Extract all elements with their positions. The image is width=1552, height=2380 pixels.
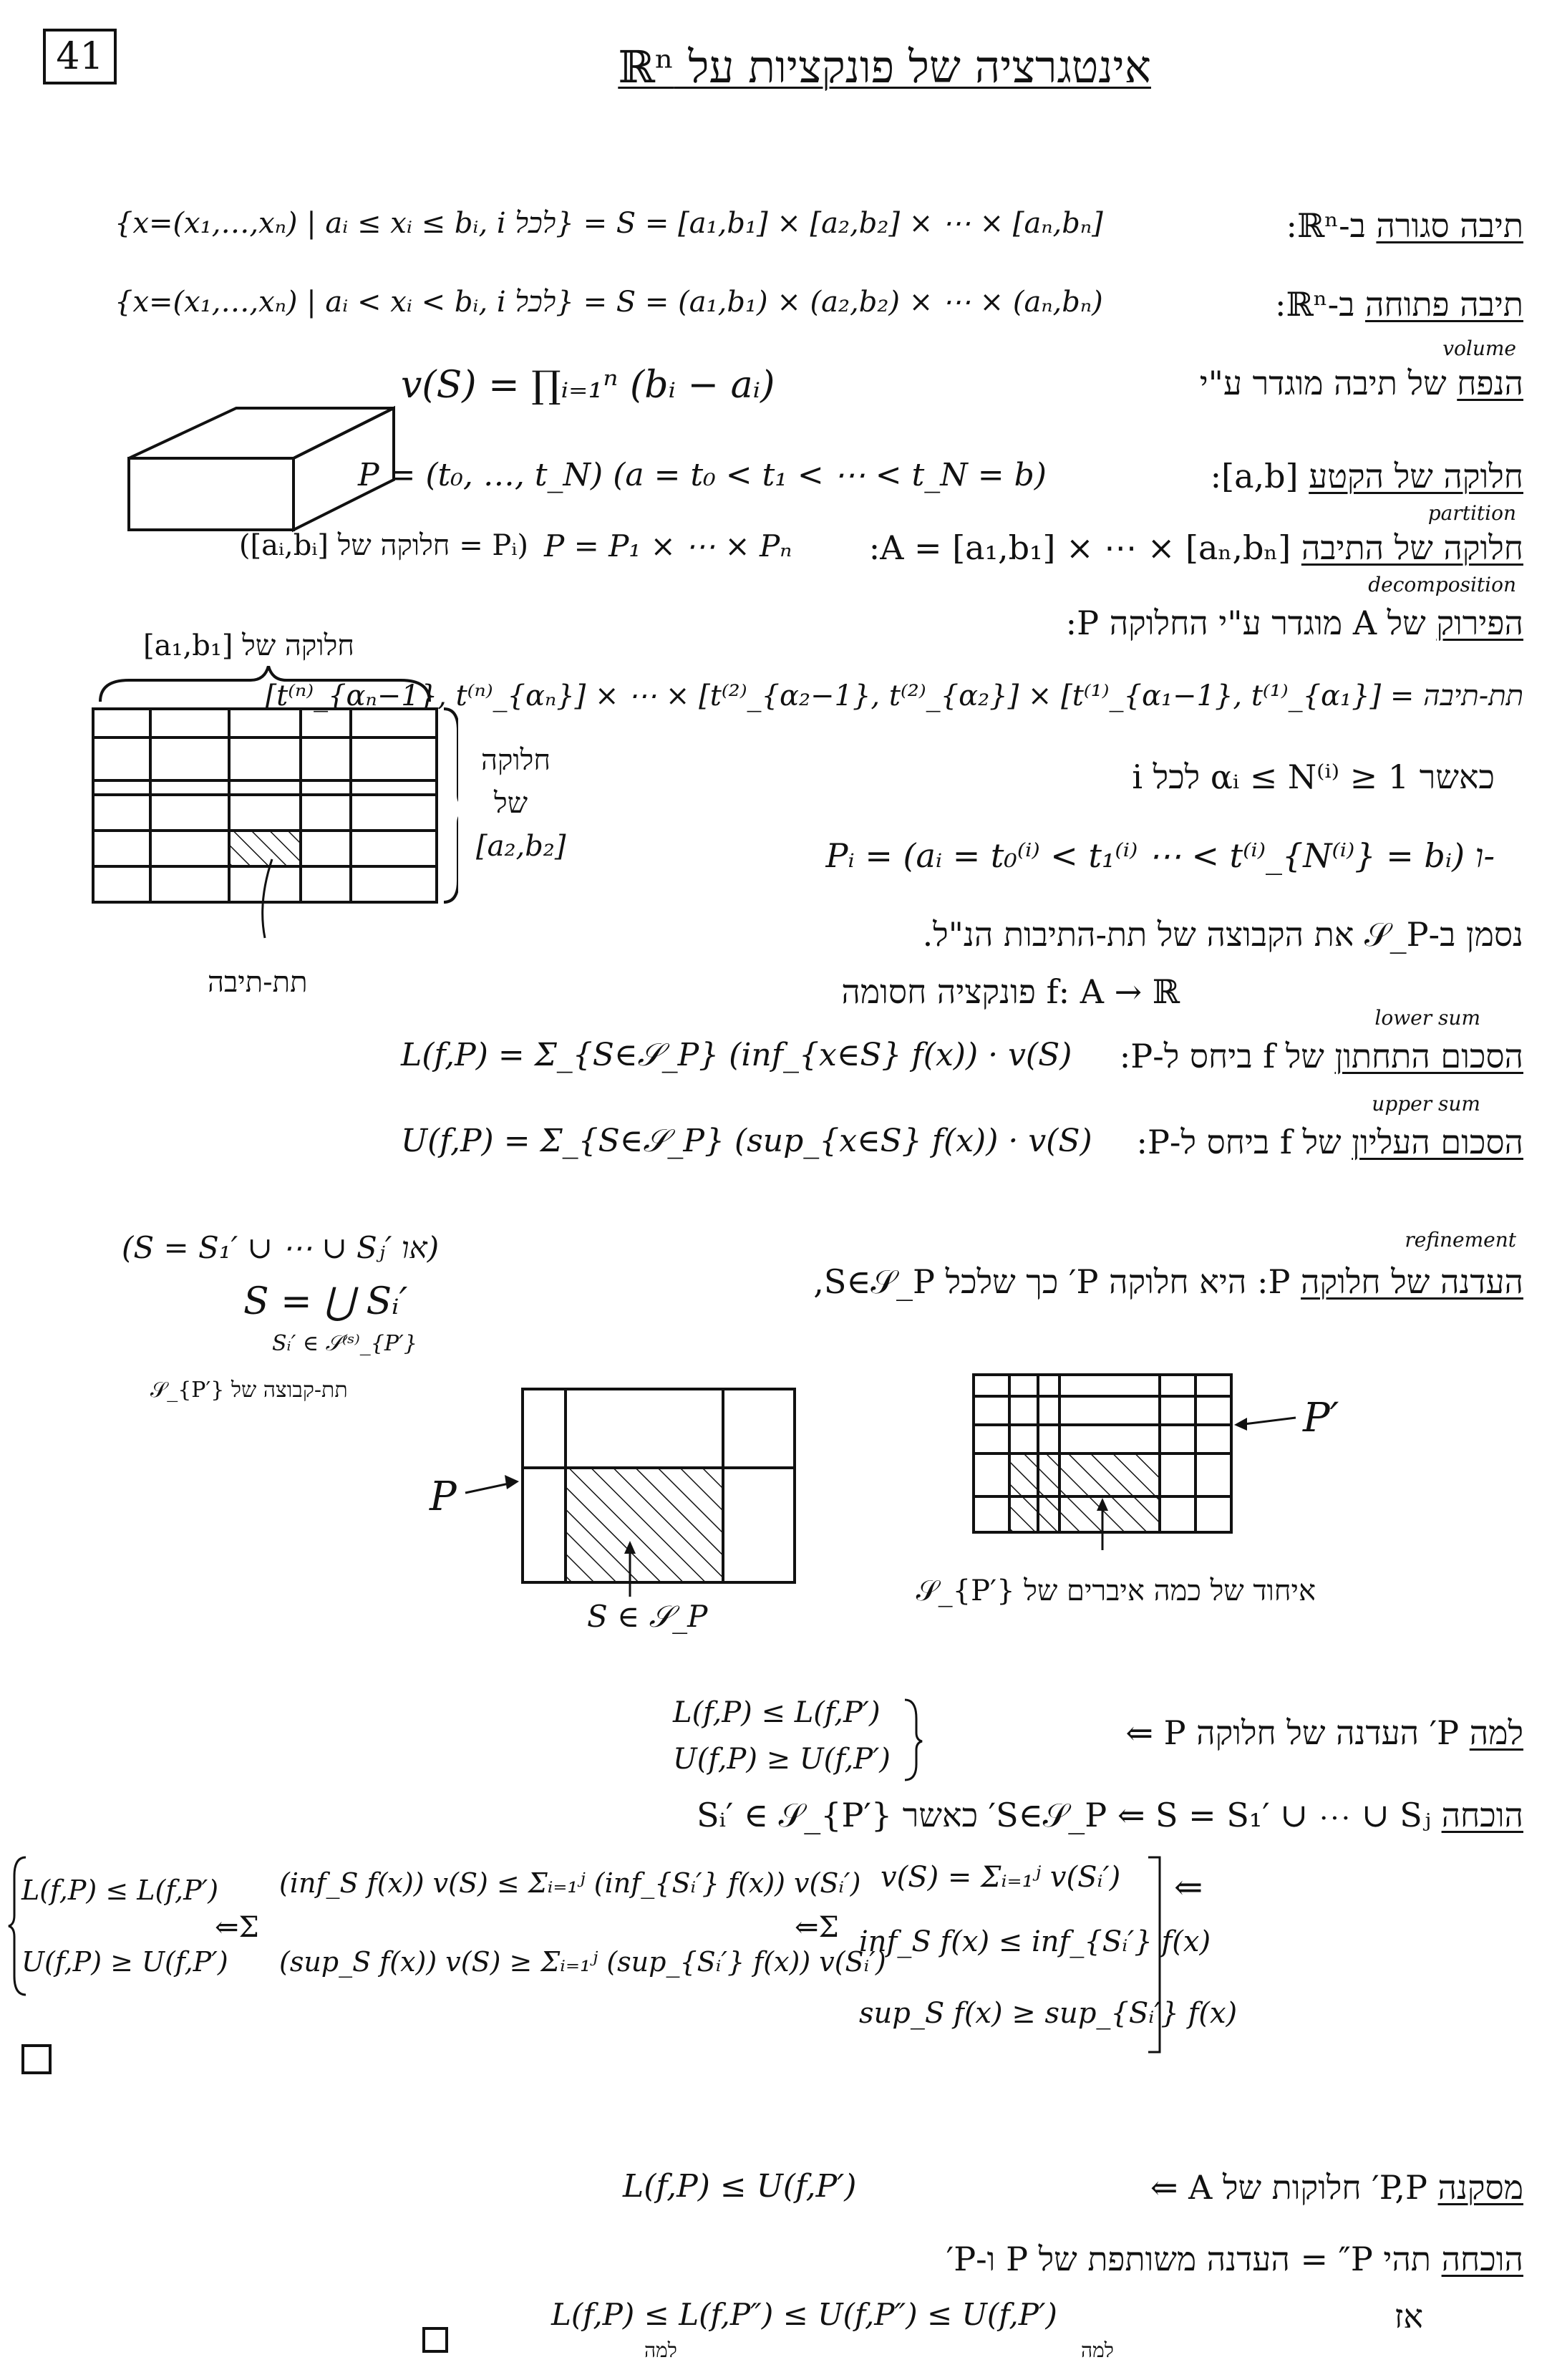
figure1-side-label-2: של bbox=[494, 787, 528, 820]
upper-sum-rest: של f ביחס ל-P: bbox=[1136, 1123, 1342, 1161]
decomposition-definition bbox=[1066, 605, 1523, 642]
figure2-right-label: P′ bbox=[1303, 1395, 1339, 1441]
decomposition-gloss: decomposition bbox=[1368, 573, 1516, 596]
refinement-gloss: refinement bbox=[1405, 1228, 1516, 1252]
volume-formula: v(S) = ∏ᵢ₌₁ⁿ (bᵢ − aᵢ) bbox=[401, 364, 775, 407]
proof1-res2: U(f,P) ≥ U(f,P′) bbox=[21, 1946, 228, 1978]
corollary-term: מסקנה bbox=[1437, 2168, 1523, 2207]
page-title: אינטגרציה של פונקציות על ℝⁿ bbox=[618, 41, 1151, 93]
open-box-term: תיבה פתוחה bbox=[1365, 285, 1523, 324]
upper-sum-term: הסכום העליון bbox=[1352, 1123, 1523, 1161]
refinement-term: העדנה של חלוקה bbox=[1301, 1262, 1523, 1301]
lemma-statement bbox=[1125, 1715, 1523, 1751]
decomposition-formula: תת-תיבה = [t⁽¹⁾_{α₁−1}, t⁽¹⁾_{α₁}] × [t⁽²⁾_{α₂−1}, t⁽²⁾_{α₂}] × ⋯ × [t⁽ⁿ⁾_{αₙ−1}, t⁽ⁿ⁾_{αₙ}] bbox=[265, 679, 1523, 712]
open-box-rest: ב-ℝⁿ: bbox=[1275, 285, 1355, 324]
corollary-formula: L(f,P) ≤ U(f,P′) bbox=[623, 2168, 857, 2205]
proof1-term: הוכחה bbox=[1441, 1796, 1523, 1834]
lemma-ineq1: L(f,P) ≤ L(f,P′) bbox=[673, 1696, 881, 1729]
proof1-mid2: (sup_S f(x)) v(S) ≥ Σᵢ₌₁ʲ (sup_{Sᵢ′} f(x)) v(Sᵢ′) bbox=[279, 1946, 886, 1978]
figure1-arrow-label: תת-תיבה bbox=[208, 966, 308, 999]
upper-sum-definition bbox=[1136, 1124, 1523, 1161]
figure1-side-label-3: [a₂,b₂] bbox=[476, 830, 566, 863]
lemma-term: למה bbox=[1469, 1713, 1523, 1752]
proof2-chain: L(f,P) ≤ L(f,P″) ≤ U(f,P″) ≤ U(f,P′) bbox=[551, 2297, 1057, 2332]
proof2-az: אז bbox=[1394, 2297, 1423, 2336]
closed-box-formula: {x=(x₁,…,xₙ) | aᵢ ≤ xᵢ ≤ bᵢ, i לכל} = S = [a₁,b₁] × [a₂,b₂] × ⋯ × [aₙ,bₙ] bbox=[115, 207, 1103, 240]
closed-box-rest: ב-ℝⁿ: bbox=[1286, 206, 1366, 245]
proof2-statement bbox=[946, 2241, 1523, 2278]
refinement-rest: P: היא חלוקה P′ כך שלכל S∈𝒮_P, bbox=[813, 1262, 1291, 1301]
decomposition-term: הפירוק bbox=[1436, 604, 1523, 642]
proof1-right-bracket bbox=[1145, 1854, 1167, 2055]
lemma-ineq2: U(f,P) ≥ U(f,P′) bbox=[673, 1743, 891, 1776]
volume-term: הנפח bbox=[1457, 364, 1523, 402]
upper-sum-gloss: upper sum bbox=[1372, 1092, 1480, 1116]
proof1-statement bbox=[697, 1797, 1523, 1834]
refinement-formula-b: S = ⋃ Sᵢ′ bbox=[243, 1280, 408, 1323]
upper-sum-formula: U(f,P) = Σ_{S∈𝒮_P} (sup_{x∈S} f(x)) · v(S) bbox=[401, 1123, 1092, 1159]
lower-sum-term: הסכום התחתון bbox=[1334, 1037, 1523, 1075]
partition-box-rest: A = [a₁,b₁] × ⋯ × [aₙ,bₙ]: bbox=[868, 528, 1291, 567]
bounded-function: f: A → ℝ פונקציה חסומה bbox=[841, 972, 1180, 1011]
proof2-lemma1: למה bbox=[644, 2338, 677, 2362]
figure1-side-label-1: חלוקה bbox=[481, 744, 551, 777]
proof2-lemma2: למה bbox=[1081, 2338, 1114, 2362]
lemma-brace bbox=[902, 1697, 923, 1783]
lower-sum-definition bbox=[1120, 1038, 1523, 1075]
proof1-rest: S∈𝒮_P ⇐ S = S₁′ ∪ ⋯ ∪ Sⱼ′ כאשר Sᵢ′ ∈ 𝒮_{P′} bbox=[697, 1796, 1431, 1834]
proof1-v-sum: v(S) = Σᵢ₌₁ʲ v(Sᵢ′) bbox=[881, 1861, 1121, 1894]
lower-sum-gloss: lower sum bbox=[1374, 1006, 1480, 1030]
partition-gloss: partition bbox=[1427, 501, 1516, 525]
proof2-qed bbox=[422, 2327, 448, 2353]
closed-box-definition bbox=[1286, 208, 1523, 244]
proof1-sup-ineq: sup_S f(x) ≥ sup_{Sᵢ′} f(x) bbox=[859, 1997, 1238, 2030]
refinement-formula-note: תת-קבוצה של 𝒮_{P′} bbox=[150, 1378, 348, 1403]
decomposition-rest: של A מוגדר ע"י החלוקה P: bbox=[1065, 604, 1426, 642]
decomposition-cond1: כאשר 1 ≤ αᵢ ≤ N⁽ⁱ⁾ לכל i bbox=[1132, 758, 1495, 796]
proof1-arrow-far: ⇐ bbox=[1174, 1867, 1203, 1907]
proof1-inf-ineq: inf_S f(x) ≤ inf_{Sᵢ′} f(x) bbox=[859, 1925, 1211, 1958]
decomposition-notation: נסמן ב-𝒮_P את הקבוצה של תת-התיבות הנ"ל. bbox=[922, 915, 1523, 954]
partition-interval-term: חלוקה של הקטע bbox=[1309, 457, 1523, 495]
figure2-left-arrow-label: S ∈ 𝒮_P bbox=[587, 1599, 708, 1634]
figure1-grid bbox=[86, 666, 458, 981]
lower-sum-formula: L(f,P) = Σ_{S∈𝒮_P} (inf_{x∈S} f(x)) · v(S) bbox=[401, 1037, 1072, 1073]
proof1-mid1: (inf_S f(x)) v(S) ≤ Σᵢ₌₁ʲ (inf_{Sᵢ′} f(x)) v(Sᵢ′) bbox=[279, 1867, 861, 1899]
figure2-left-label: P bbox=[430, 1474, 457, 1520]
figure2-right-grid bbox=[959, 1368, 1332, 1554]
proof1-qed bbox=[21, 2044, 52, 2074]
partition-box-term: חלוקה של התיבה bbox=[1301, 528, 1523, 567]
partition-interval-definition bbox=[1211, 458, 1523, 495]
corollary-rest: P,P′ חלוקות של A ⇐ bbox=[1150, 2168, 1427, 2207]
partition-interval-rest: [a,b]: bbox=[1210, 457, 1299, 495]
figure2-left-grid bbox=[415, 1382, 816, 1597]
proof2-rest: תהי P″ = העדנה משותפת של P ו-P′ bbox=[946, 2240, 1431, 2278]
page-number: 41 bbox=[43, 29, 117, 84]
figure2-right-caption: איחוד של כמה איברים של 𝒮_{P′} bbox=[916, 1574, 1316, 1607]
volume-rest: של תיבה מוגדר ע"י bbox=[1199, 364, 1447, 402]
proof1-res1: L(f,P) ≤ L(f,P′) bbox=[21, 1875, 219, 1906]
refinement-formula-sub: Sᵢ′ ∈ 𝒮⁽ˢ⁾_{P′} bbox=[272, 1331, 417, 1356]
proof2-term: הוכחה bbox=[1441, 2240, 1523, 2278]
open-box-definition bbox=[1275, 286, 1523, 323]
closed-box-term: תיבה סגורה bbox=[1376, 206, 1523, 245]
lower-sum-rest: של f ביחס ל-P: bbox=[1119, 1037, 1324, 1075]
partition-box-formula: P = P₁ × ⋯ × Pₙ bbox=[544, 528, 792, 563]
lemma-rest: P′ העדנה של חלוקה P ⇐ bbox=[1125, 1713, 1460, 1752]
partition-box-definition bbox=[869, 530, 1523, 566]
partition-box-note: (Pᵢ = חלוקה של [aᵢ,bᵢ]) bbox=[238, 529, 528, 562]
refinement-definition bbox=[813, 1264, 1523, 1300]
corollary-statement bbox=[1150, 2169, 1523, 2206]
refinement-formula-a: (S = S₁′ ∪ ⋯ ∪ Sⱼ′ או) bbox=[122, 1230, 440, 1265]
proof1-arrow-right: ⇐Σ bbox=[795, 1911, 839, 1944]
volume-definition bbox=[1200, 365, 1523, 402]
volume-gloss: volume bbox=[1442, 337, 1516, 360]
partition-interval-formula: P = (t₀, …, t_N) (a = t₀ < t₁ < ⋯ < t_N = b) bbox=[358, 457, 1047, 493]
open-box-formula: {x=(x₁,…,xₙ) | aᵢ < xᵢ < bᵢ, i לכל} = S = (a₁,b₁) × (a₂,b₂) × ⋯ × (aₙ,bₙ) bbox=[115, 286, 1103, 319]
decomposition-cond2: -ו Pᵢ = (aᵢ = t₀⁽ⁱ⁾ < t₁⁽ⁱ⁾ ⋯ < t⁽ⁱ⁾_{N⁽ⁱ⁾} = bᵢ) bbox=[825, 836, 1495, 875]
figure1-top-label: חלוקה של [a₁,b₁] bbox=[143, 629, 354, 662]
proof1-arrow-left: ⇐Σ bbox=[215, 1911, 259, 1944]
